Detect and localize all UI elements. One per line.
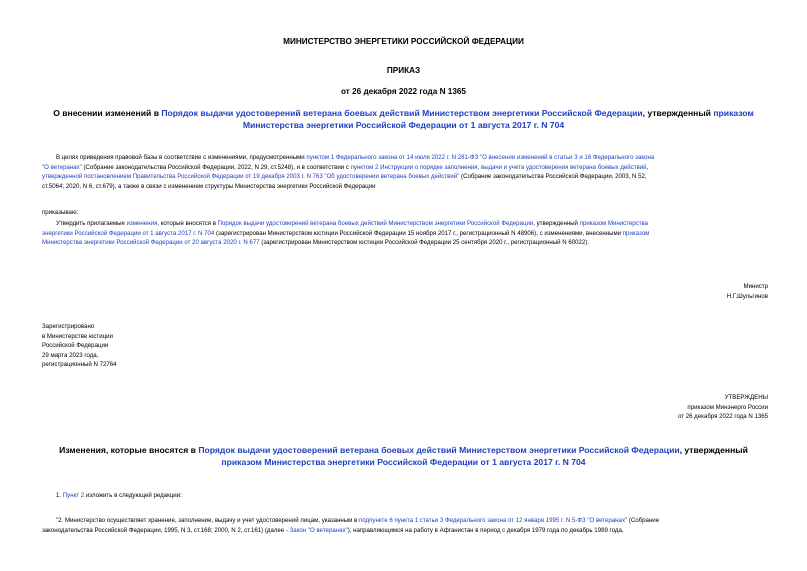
decree-704-link-a[interactable]: приказом Министерства xyxy=(579,220,649,227)
registration-block xyxy=(42,322,117,370)
approved-line: УТВЕРЖДЕНЫ xyxy=(724,394,768,401)
signature-role: Министр xyxy=(743,283,768,290)
item-1-text: изложить в следующей редакции: xyxy=(84,492,182,499)
changes-title-mid: , утвержденный xyxy=(679,445,748,455)
order-word: приказываю: xyxy=(42,209,79,216)
decree-704-link-b[interactable]: энергетики Российской Федерации от 1 августа 2017 г. N 704 xyxy=(42,229,215,237)
title-decree-link-a[interactable]: приказом xyxy=(713,108,754,118)
decree-677-link-a[interactable]: приказом xyxy=(622,229,650,237)
preamble-text-3: , xyxy=(646,163,649,171)
order-procedure-link[interactable]: Порядок выдачи удостоверений ветерана боевых действий Министерством энергетики Российской Федерации xyxy=(217,220,534,227)
changes-title-pre: Изменения, которые вносятся в xyxy=(59,445,199,455)
changes-link[interactable]: изменения xyxy=(126,220,158,227)
preamble-text-2: (Собрание законодательства Российской Федерации, 2022, N 29, ст.5248), и в соответствии с xyxy=(81,163,351,171)
preamble-text-4: (Собрание законодательства Российской Федерации, 2003, N 52, xyxy=(459,173,647,180)
preamble-text-5: ст.5064; 2020, N 6, ст.679), а также в связи с изменением структуры Министерства энергетики Российской Федерации xyxy=(42,182,376,190)
registration-line: 29 марта 2023 года, xyxy=(42,351,99,359)
approve-text-5: (зарегистрирован Министерством юстиции Российской Федерации 25 сентября 2020 г., регистрационный N 60022). xyxy=(259,239,590,246)
approved-line: приказом Минэнерго России xyxy=(687,403,768,411)
approve-paragraph xyxy=(42,219,772,248)
veterans-law-short-link[interactable]: Закон "О ветеранах" xyxy=(289,526,348,534)
document-title xyxy=(0,107,807,131)
registration-line: регистрационный N 72764 xyxy=(42,361,117,368)
registration-line: Российской Федерации xyxy=(42,342,109,349)
doc-type: ПРИКАЗ xyxy=(386,66,421,75)
decree-677-link-b[interactable]: Министерства энергетики Российской Федерации от 20 августа 2020 г. N 677 xyxy=(42,239,260,246)
signature-name: Н.Г.Шульгинов xyxy=(726,292,768,300)
veterans-law-link[interactable]: подпункте 6 пункта 1 статьи 3 Федерального закона от 12 января 1995 г. N 5-ФЗ "О ветеранах" xyxy=(359,517,628,524)
item-2 xyxy=(42,516,772,535)
approve-text-2: , которые вносятся в xyxy=(157,220,218,227)
ministry-heading: МИНИСТЕРСТВО ЭНЕРГЕТИКИ РОССИЙСКОЙ ФЕДЕРАЦИИ xyxy=(283,37,524,46)
changes-title-decree-link[interactable]: приказом Министерства энергетики Российской Федерации от 1 августа 2017 г. N 704 xyxy=(221,457,586,467)
doc-date: от 26 декабря 2022 года N 1365 xyxy=(341,87,466,96)
registration-line: Зарегистрировано xyxy=(42,323,95,330)
title-mid: , утвержденный xyxy=(642,108,714,118)
law-281-link[interactable]: пунктом 1 Федерального закона от 14 июля 2022 г. N 281-ФЗ "О внесении изменений в статьи 3 и 16 Федерального закона xyxy=(306,154,655,161)
changes-title xyxy=(0,444,807,468)
item-2-text-1: "2. Министерство осуществляет хранение, заполнение, выдачу и учет удостоверений лицам, указанным в xyxy=(56,517,359,524)
approve-text-3: , утвержденный xyxy=(533,220,580,227)
title-pre: О внесении изменений в xyxy=(53,108,162,118)
item-2-text-2: (Собрание xyxy=(627,517,660,524)
item-2-text-4: ), направляющимся на работу в Афганистан в период с декабря 1979 года по декабрь 1989 года, xyxy=(347,526,624,534)
instruction-link[interactable]: пунктом 2 Инструкции о порядке заполнения, выдачи и учета удостоверения ветерана боевых действий xyxy=(350,163,647,171)
item-1 xyxy=(56,491,182,501)
law-281-link-b[interactable]: "О ветеранах" xyxy=(42,163,82,171)
changes-title-order-link[interactable]: Порядок выдачи удостоверений ветерана боевых действий Министерством энергетики Российской Федерации xyxy=(198,445,680,455)
preamble-text-1: В целях приведения правовой базы в соответствие с изменениями, предусмотренными xyxy=(56,154,307,161)
approve-text-4: (зарегистрирован Министерством юстиции Российской Федерации 15 ноября 2017 г., регистрационный N 48906), с изменениями, внесенными xyxy=(214,229,623,237)
approve-text-1: Утвердить прилагаемые xyxy=(56,220,127,227)
signature-block xyxy=(600,282,768,301)
title-decree-link-b[interactable]: Министерства энергетики Российской Федерации от 1 августа 2017 г. N 704 xyxy=(242,120,565,130)
registration-line: в Министерстве юстиции xyxy=(42,332,113,340)
approved-block xyxy=(560,393,768,422)
resolution-763-link[interactable]: утвержденной постановлением Правительства Российской Федерации от 19 декабря 2003 г. N 763 "Об удостоверении ветерана боевых действий" xyxy=(42,173,460,180)
item-1-link[interactable]: Пункт 2 xyxy=(62,492,85,499)
title-order-link[interactable]: Порядок выдачи удостоверений ветерана боевых действий Министерством энергетики Российской Федерации xyxy=(161,108,643,118)
approved-line: от 26 декабря 2022 года N 1365 xyxy=(677,413,768,420)
preamble xyxy=(42,153,772,191)
item-2-text-3: законодательства Российской Федерации, 1995, N 3, ст.168; 2000, N 2, ст.161) (далее - xyxy=(42,526,290,534)
item-1-num: 1. xyxy=(56,492,63,499)
